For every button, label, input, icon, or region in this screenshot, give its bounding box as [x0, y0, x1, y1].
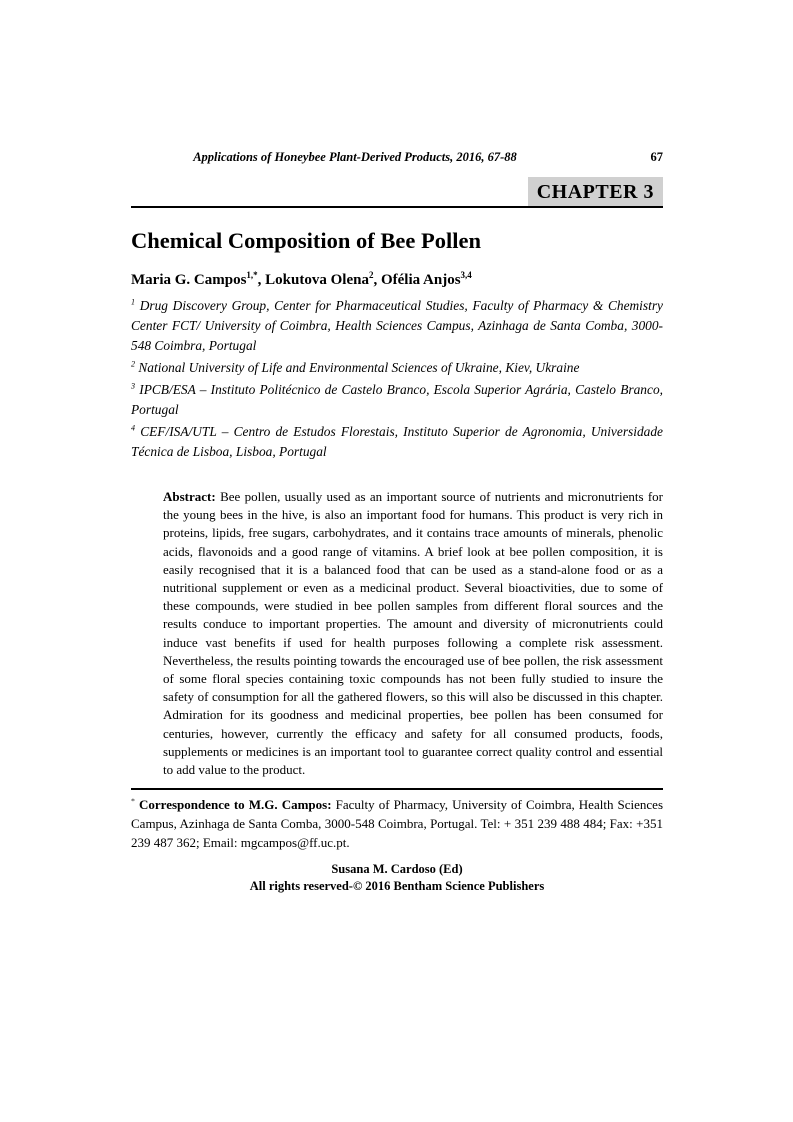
editor-line: Susana M. Cardoso (Ed) — [331, 862, 463, 877]
affiliation-text: Drug Discovery Group, Center for Pharmaceutical Studies, Faculty of Pharmacy & Chemistry Center FCT/ University of Coimbra, Health Sciences Campus, Azinhaga de Santa Comba, 3000-548 Coimbra, Portugal — [131, 298, 663, 353]
page-number: 67 — [650, 150, 663, 164]
running-head: Applications of Honeybee Plant-Derived Products, 2016, 67-88 — [193, 150, 517, 164]
affiliation-marker: 1 — [131, 297, 136, 307]
chapter-title: Chemical Composition of Bee Pollen — [131, 228, 481, 253]
correspondence-footnote — [131, 795, 663, 852]
correspondence-label: Correspondence to M.G. Campos: — [139, 797, 332, 813]
abstract-label: Abstract: — [163, 489, 216, 504]
affiliations-block — [131, 296, 663, 462]
chapter-badge: CHAPTER 3 — [528, 177, 663, 206]
author-name: Ofélia Anjos — [380, 272, 461, 288]
author-name: Lokutova Olena — [265, 272, 369, 288]
affiliation-text: CEF/ISA/UTL – Centro de Estudos Florestais, Instituto Superior de Agronomia, Universidade Técnica de Lisboa, Lisboa, Portugal — [131, 424, 663, 459]
authors-line — [131, 271, 663, 290]
affiliation — [131, 422, 663, 462]
running-head-container — [131, 150, 663, 165]
footnote-divider — [131, 788, 663, 790]
author-separator: , — [257, 272, 266, 288]
affiliation — [131, 296, 663, 356]
header-rule — [131, 177, 663, 208]
affiliation-text: National University of Life and Environmental Sciences of Ukraine, Kiev, Ukraine — [138, 360, 580, 375]
page-header — [131, 150, 663, 165]
affiliation-marker: 3 — [131, 381, 136, 391]
author-affiliation-marker: 2 — [368, 270, 374, 280]
affiliation-text: IPCB/ESA – Instituto Politécnico de Castelo Branco, Escola Superior Agrária, Castelo Branco, Portugal — [131, 382, 663, 417]
affiliation — [131, 380, 663, 420]
author-affiliation-marker: 3,4 — [460, 270, 472, 280]
author-name: Maria G. Campos — [131, 272, 247, 288]
publisher-block — [131, 861, 663, 895]
author-affiliation-marker: 1,* — [246, 270, 258, 280]
author-separator: , — [373, 272, 381, 288]
abstract-text: Bee pollen, usually used as an important source of nutrients and micronutrients for the young bees in the hive, is also an important food for humans. This product is very rich in proteins, lipids, free sugars, carbohydrates, and it contains trace amounts of minerals, phenolic acids, flavonoids and a good range of vitamins. A brief look at bee pollen composition, it is easily recognised that it is a balanced food that can be used as a stand-alone food or as a nutritional supplement or even as a medicinal product. Several bioactivities, due to some of these compounds, were studied in bee pollen samples from different floral sources and the results conduce to important properties. The amount and diversity of micronutrients could induce vast benefits if used for health purposes following a complete risk assessment. Nevertheless, the results pointing towards the encouraged use of bee pollen, the risk assessment of some floral species containing toxic compounds has not been fully studied to insure the safety of consumption for all the gathered flowers, so this will also be discussed in this chapter. Admiration for its goodness and medicinal properties, bee pollen has been consumed for centuries, however, currently the efficacy and safety for all consumed products, foods, supplements or medicines is an important tool to guarantee correct quality control and essential to add value to the product. — [163, 489, 664, 778]
affiliation — [131, 358, 663, 378]
affiliation-marker: 4 — [131, 423, 136, 433]
copyright-line: All rights reserved-© 2016 Bentham Science Publishers — [249, 879, 545, 894]
affiliation-marker: 2 — [131, 359, 136, 369]
correspondence-text: Faculty of Pharmacy, University of Coimbra, Health Sciences Campus, Azinhaga de Santa Comba, 3000-548 Coimbra, Portugal. Tel: + 351 239 488 484; Fax: +351 239 487 362; Email: mgcampos@ff.uc.pt. — [131, 797, 664, 851]
footnote-marker: * — [131, 796, 135, 806]
abstract — [163, 488, 663, 779]
